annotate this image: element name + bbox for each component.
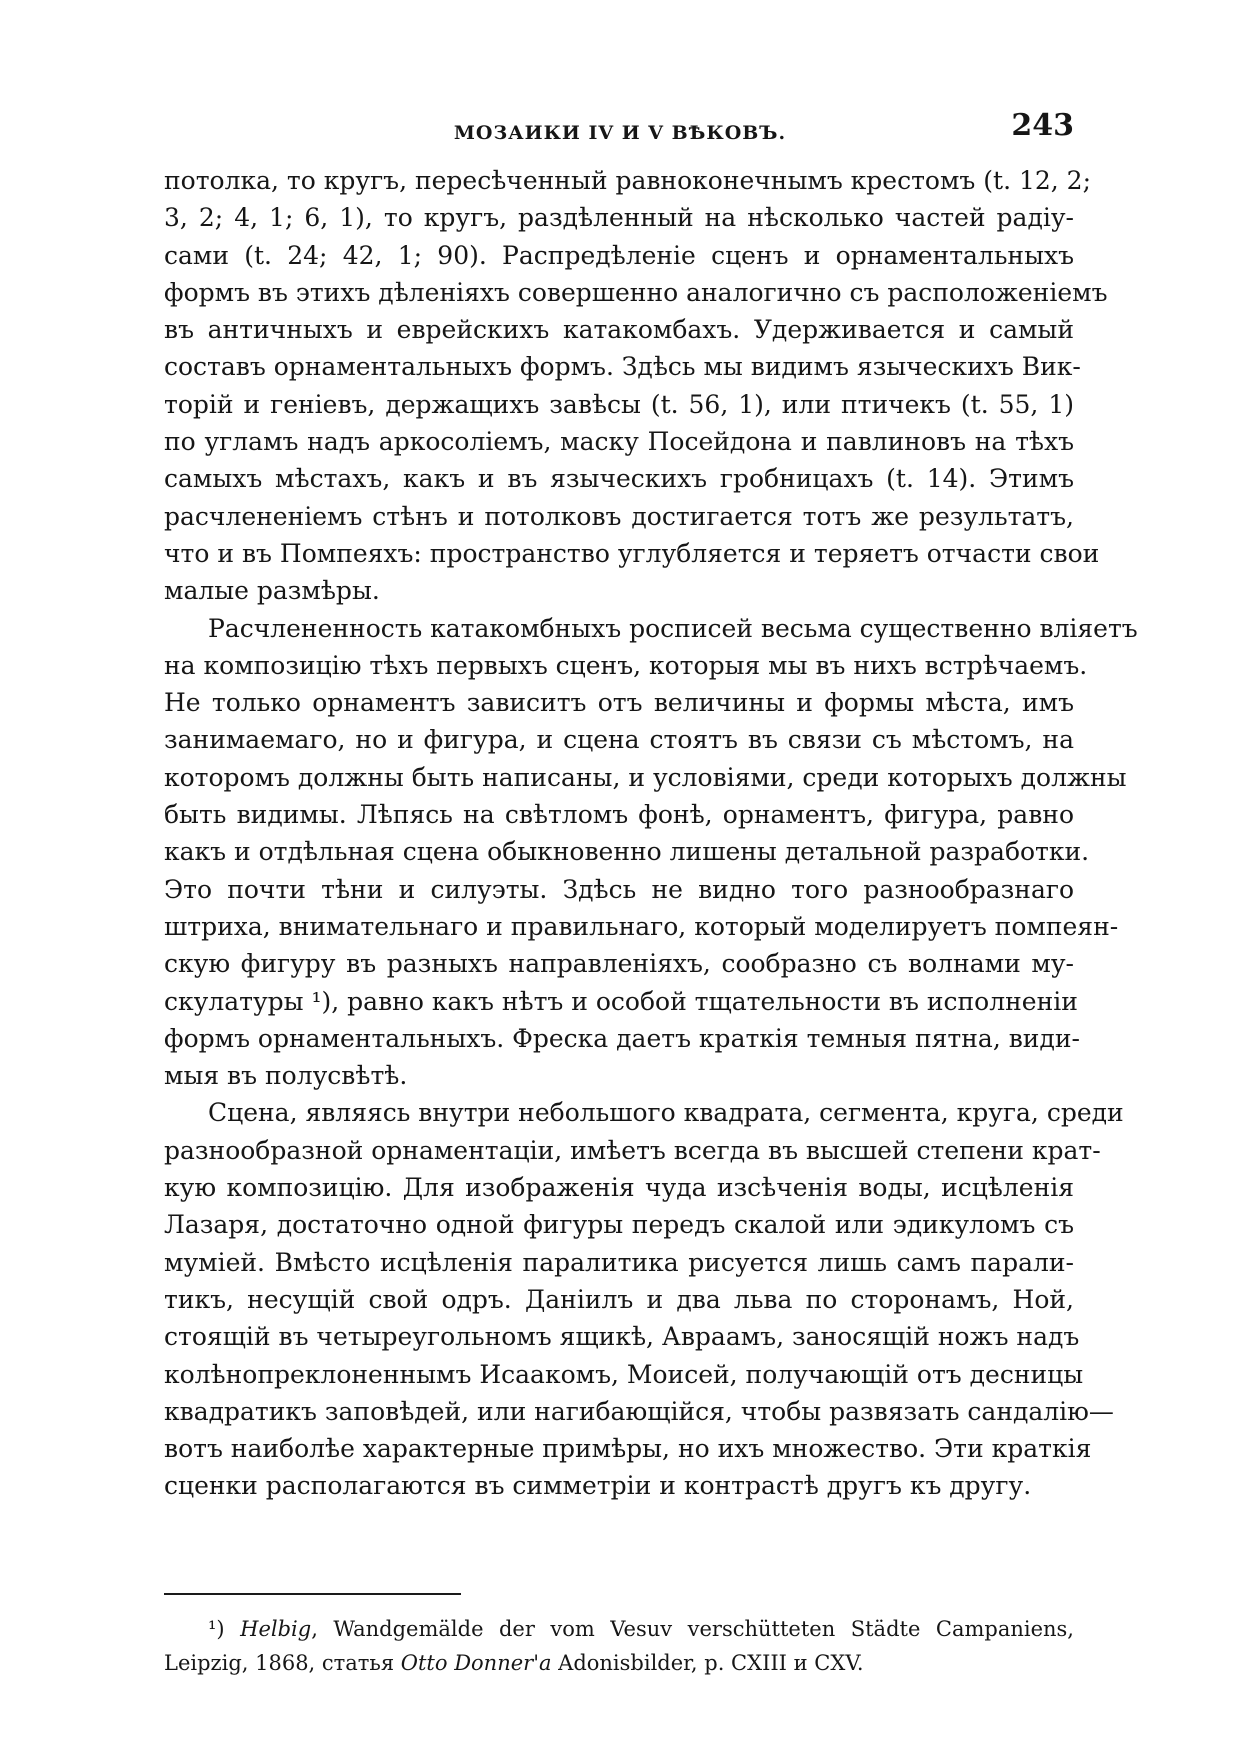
- text-line: скую фигуру въ разныхъ направленiяхъ, сообразно съ волнами му-: [164, 949, 1074, 979]
- text-line: потолка, то кругъ, пересѣченный равноконечнымъ крестомъ (t. 12, 2;: [164, 166, 1092, 195]
- text-line: сами (t. 24; 42, 1; 90). Распредѣленiе сценъ и орнаментальныхъ: [164, 240, 1074, 270]
- text-line: быть видимы. Лѣпясь на свѣтломъ фонѣ, орнаментъ, фигура, равно: [164, 800, 1074, 830]
- running-head: [166, 108, 1074, 152]
- text-line: мумiей. Вмѣсто исцѣленiя паралитика рисуется лишь самъ парали-: [164, 1247, 1074, 1277]
- footnote-line: [164, 1612, 1074, 1646]
- text-line: штриха, внимательнаго и правильнаго, который моделируетъ помпеян-: [164, 911, 1119, 941]
- footnote-editor: Otto Donner'а: [400, 1651, 552, 1675]
- text-line: какъ и отдѣльная сцена обыкновенно лишены детальной разработки.: [164, 837, 1090, 867]
- text-line: на композицiю тѣхъ первыхъ сценъ, которыя мы въ нихъ встрѣчаемъ.: [164, 650, 1088, 680]
- text-line: тикъ, несущiй свой одръ. Данiилъ и два льва по сторонамъ, Ной,: [164, 1284, 1074, 1314]
- text-line: Лазаря, достаточно одной фигуры передъ скалой или эдикуломъ съ: [164, 1210, 1074, 1240]
- footnote: [164, 1612, 1074, 1680]
- text-line: вотъ наиболѣе характерные примѣры, но ихъ множество. Эти краткiя: [164, 1434, 1092, 1464]
- text-line: торiй и генiевъ, держащихъ завѣсы (t. 56, 1), или птичекъ (t. 55, 1): [164, 389, 1074, 419]
- footnote-divider: [164, 1593, 461, 1595]
- text-line: формъ орнаментальныхъ. Фреска даетъ краткiя темныя пятна, види-: [164, 1023, 1080, 1053]
- text-line: формъ въ этихъ дѣленiяхъ совершенно аналогично съ расположенiемъ: [164, 277, 1108, 307]
- text-line: мыя въ полусвѣтѣ.: [164, 1061, 408, 1091]
- footnote-marker: ¹): [208, 1617, 225, 1641]
- running-title: МОЗАИКИ IV И V ВѢКОВЪ.: [453, 122, 787, 144]
- text-line: Не только орнаментъ зависитъ отъ величины и формы мѣста, имъ: [164, 688, 1074, 718]
- text-line: занимаемаго, но и фигура, и сцена стоятъ въ связи съ мѣстомъ, на: [164, 725, 1074, 755]
- text-line: въ античныхъ и еврейскихъ катакомбахъ. Удерживается и самый: [164, 315, 1074, 345]
- text-line: стоящiй въ четыреугольномъ ящикѣ, Авраамъ, заносящiй ножъ надъ: [164, 1322, 1080, 1352]
- text-line: Это почти тѣни и силуэты. Здѣсь не видно того разнообразнаго: [164, 874, 1074, 904]
- footnote-text: Adonisbilder, p. CXIII и CXV.: [551, 1651, 864, 1675]
- footnote-text: Leipzig, 1868, статья: [164, 1651, 401, 1675]
- body-text: [164, 162, 1138, 1505]
- text-line: что и въ Помпеяхъ: пространство углубляется и теряетъ отчасти свои: [164, 538, 1100, 568]
- text-line: скулатуры ¹), равно какъ нѣтъ и особой тщательности въ исполненiи: [164, 986, 1078, 1016]
- text-line: квадратикъ заповѣдей, или нагибающiйся, чтобы развязать сандалiю—: [164, 1396, 1114, 1426]
- text-line: которомъ должны быть написаны, и условiями, среди которыхъ должны: [164, 762, 1127, 792]
- paragraph-first-line: Расчлененность катакомбныхъ росписей весьма существенно влiяетъ: [208, 613, 1138, 643]
- text-line: кую композицiю. Для изображенiя чуда изсѣченiя воды, исцѣленiя: [164, 1173, 1074, 1203]
- text-line: расчлененiемъ стѣнъ и потолковъ достигается тотъ же результатъ,: [164, 501, 1074, 531]
- text-line: по угламъ надъ аркосолiемъ, маску Посейдона и павлиновъ на тѣхъ: [164, 427, 1074, 457]
- text-line: разнообразной орнаментацiи, имѣетъ всегда въ высшей степени крат-: [164, 1135, 1101, 1165]
- text-line: составъ орнаментальныхъ формъ. Здѣсь мы видимъ языческихъ Вик-: [164, 352, 1081, 382]
- paragraph-first-line: Сцена, являясь внутри небольшого квадрата, сегмента, круга, среди: [208, 1098, 1124, 1128]
- text-line: малые размѣры.: [164, 576, 380, 606]
- text-line: 3, 2; 4, 1; 6, 1), то кругъ, раздѣленный на нѣсколько частей радiу-: [164, 203, 1074, 233]
- text-line: сценки располагаются въ симметрiи и контрастѣ другъ къ другу.: [164, 1471, 1032, 1501]
- text-line: самыхъ мѣстахъ, какъ и въ языческихъ гробницахъ (t. 14). Этимъ: [164, 464, 1074, 494]
- footnote-line: [164, 1646, 1074, 1680]
- footnote-text: , Wandgemälde der vom Vesuv verschütteten Städte Campaniens,: [311, 1617, 1074, 1641]
- text-line: колѣнопреклоненнымъ Исаакомъ, Моисей, получающiй отъ десницы: [164, 1359, 1084, 1389]
- page-number: 243: [1011, 108, 1074, 143]
- footnote-author: Helbig: [240, 1617, 312, 1641]
